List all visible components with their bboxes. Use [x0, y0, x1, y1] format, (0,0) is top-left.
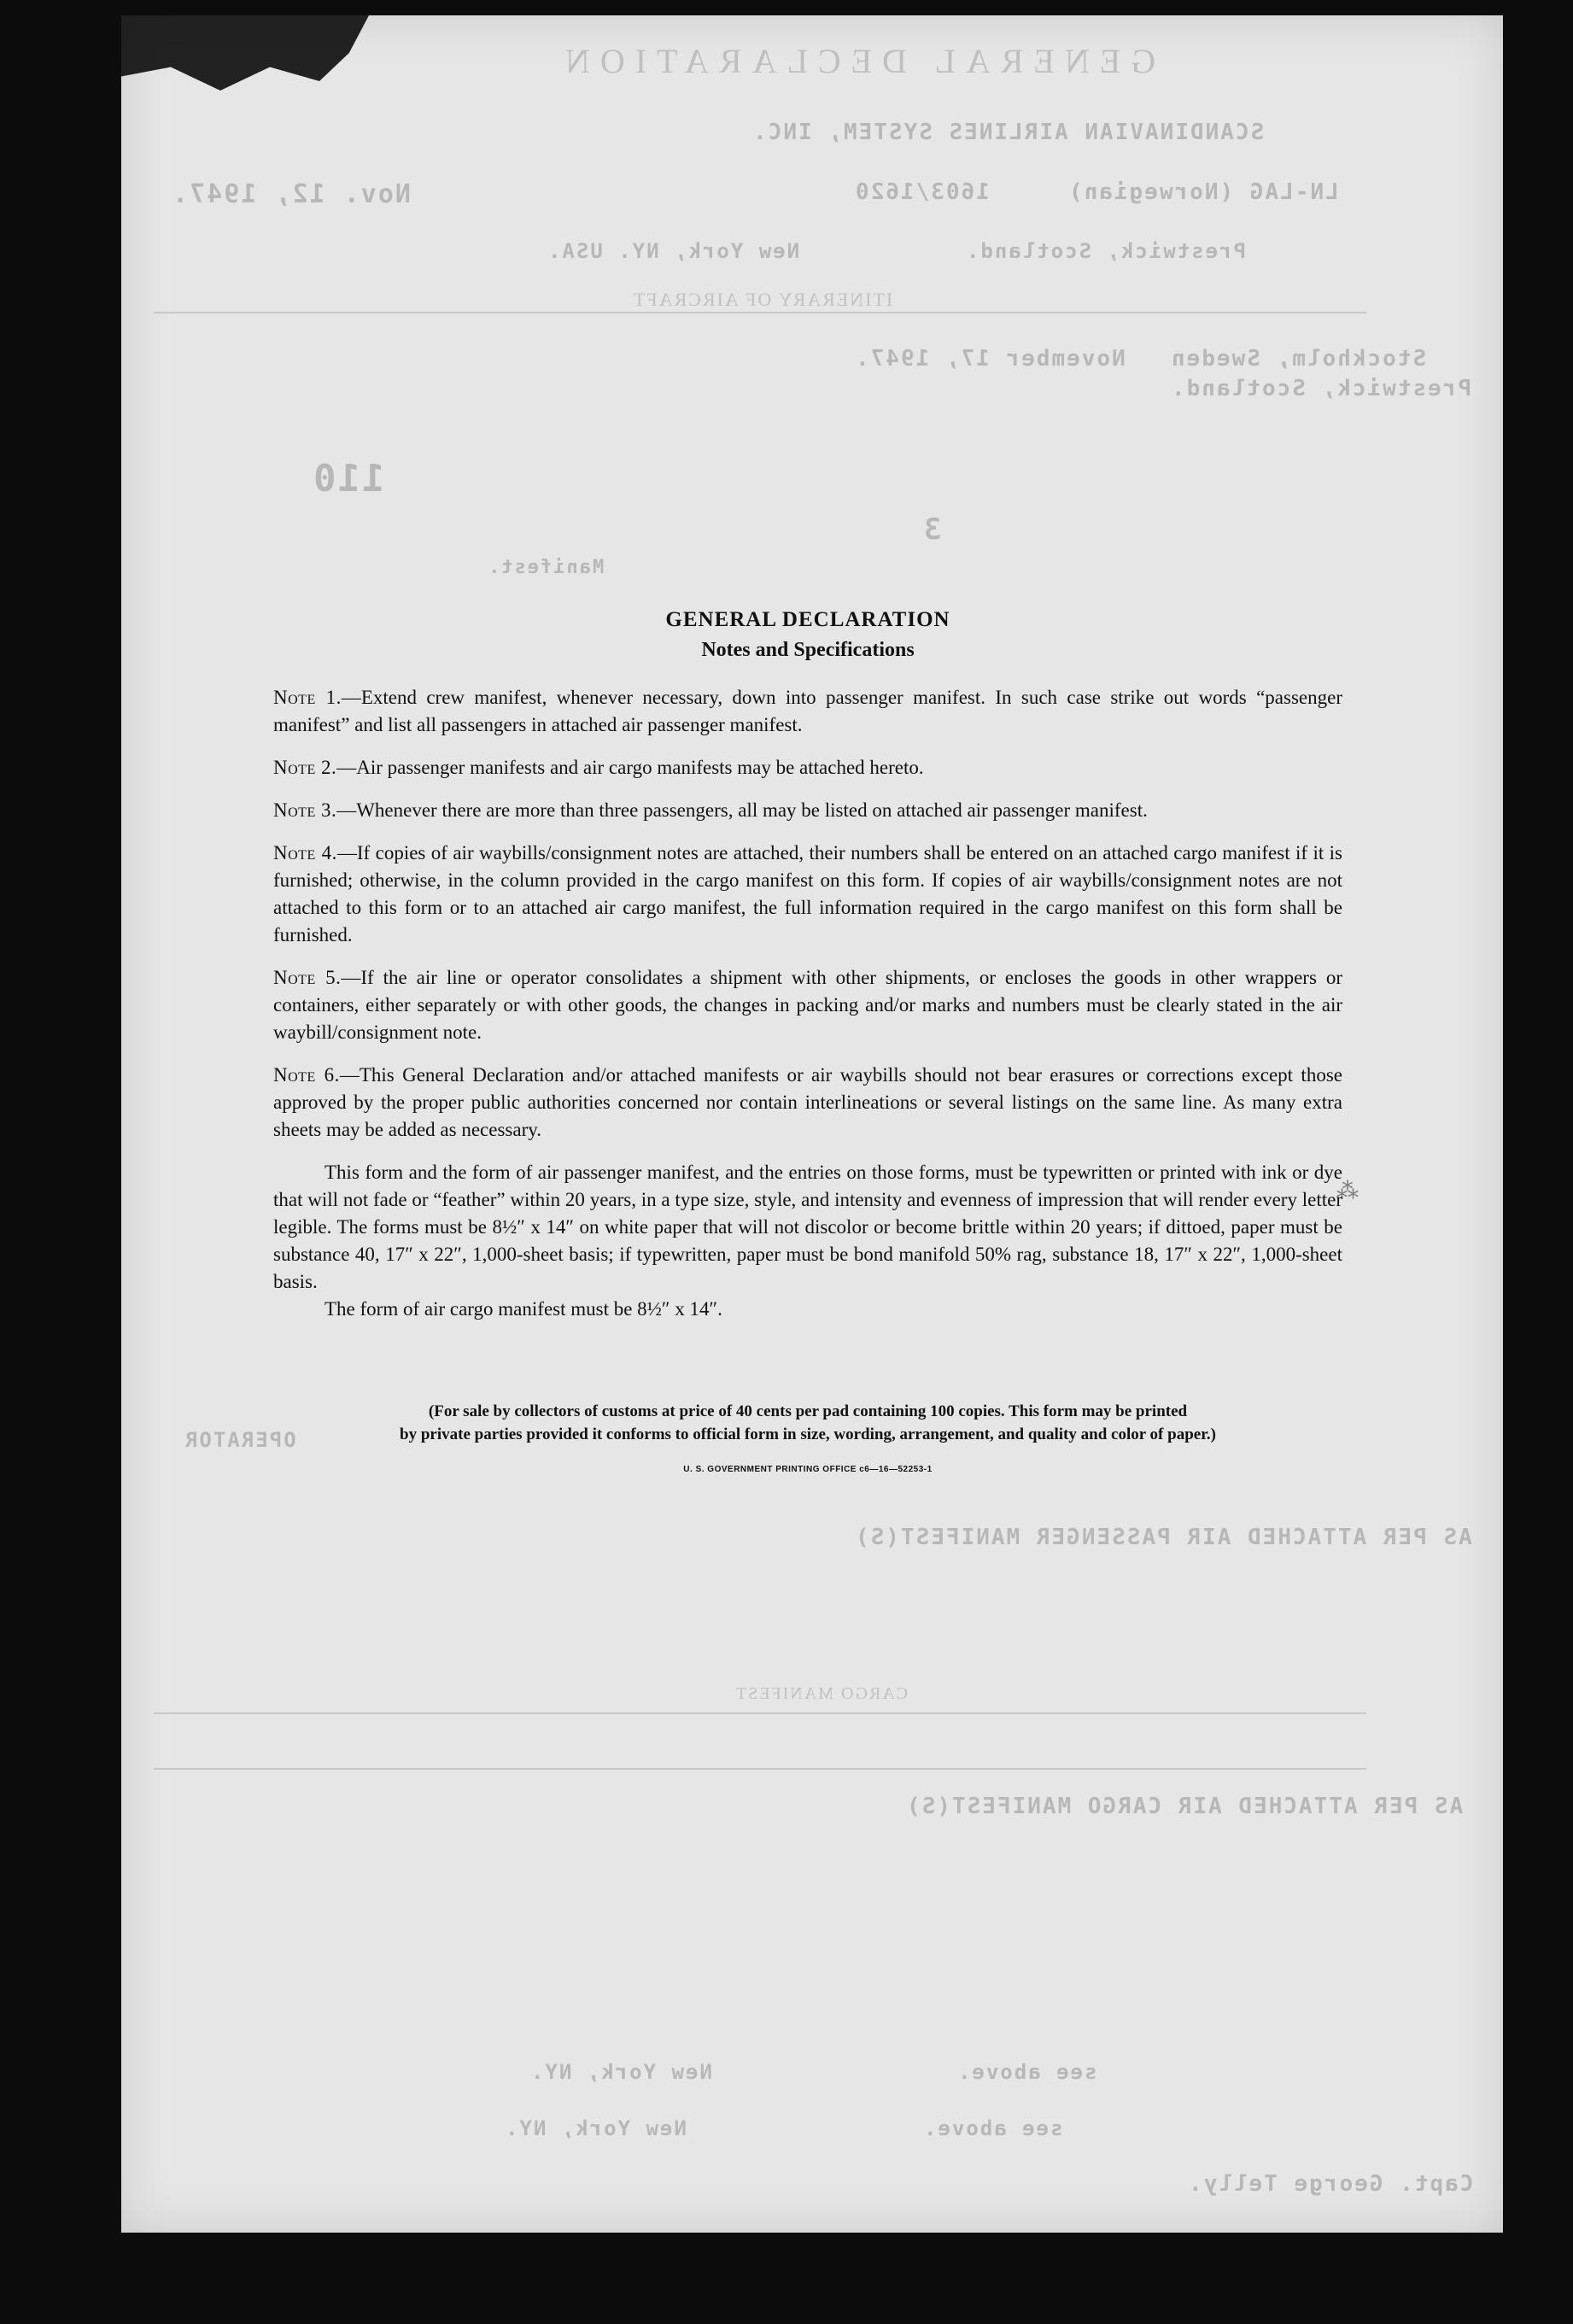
- bleed-departure: November 17, 1947.: [854, 346, 1126, 372]
- form-specification-text: This form and the form of air passenger manifest, and the entries on those forms, must be typewritten or printed with ink or dye that will not fade or “feather” within 20 years, in a type size, style, and intensity and evenness of impression that will render every letter legible. The forms must be 8½″ x 14″ on white paper that will not discolor or become brittle within 20 years; if dittoed, paper must be substance 40, 17″ x 22″, 1,000-sheet basis; if typewritten, paper must be bond manifold 50% rag, substance 18, 17″ x 22″, 1,000-sheet basis.: [273, 1162, 1342, 1292]
- bleed-flight: 1603/1620: [854, 179, 990, 205]
- bleed-rule-2: [154, 1712, 1366, 1714]
- note-label: Note 2.: [273, 757, 337, 778]
- note-text: —Extend crew manifest, whenever necessary, down into passenger manifest. In such case strike out words “passenger manifest” and list all passengers in attached air passenger manifest.: [273, 687, 1342, 735]
- bleed-header: GENERAL DECLARATION: [555, 42, 1156, 80]
- form-specification-paragraph: [273, 1159, 1342, 1323]
- bleed-destined-2: New York, NY.: [504, 2116, 687, 2140]
- page-subtitle: Notes and Specifications: [701, 639, 915, 661]
- bleed-embarked: see above.: [956, 2060, 1097, 2084]
- bleed-stop1: Stockholm, Sweden: [1170, 346, 1427, 372]
- note-text: —Air passenger manifests and air cargo manifests may be attached hereto.: [336, 757, 924, 778]
- note-5: [273, 964, 1342, 1046]
- note-text: —This General Declaration and/or attached manifests or air waybills should not bear erasures or corrections except those approved by the proper public authorities concerned nor contain interlineations or several listings on the same line. As many extra sheets may be added as necessary.: [273, 1064, 1342, 1140]
- note-6: [273, 1062, 1342, 1144]
- note-label: Note 5.: [273, 967, 342, 988]
- note-2: [273, 754, 1342, 781]
- bleed-destined: New York, NY.: [529, 2060, 712, 2084]
- printer-imprint: U. S. GOVERNMENT PRINTING OFFICE c6—16—52253-1: [683, 1465, 933, 1474]
- bleed-cargo-manifest: AS PER ATTACHED AIR CARGO MANIFEST(S): [905, 1794, 1464, 1819]
- bleed-operator: OPERATOR: [184, 1428, 296, 1452]
- stray-mark: ⁂: [1336, 1179, 1359, 1203]
- sale-notice-line-2: by private parties provided it conforms to official form in size, wording, arrangement, and quality and color of paper.): [400, 1425, 1216, 1443]
- bleed-laden: see above.: [922, 2116, 1063, 2140]
- bleed-date: Nov. 12, 1947.: [171, 179, 411, 209]
- bleed-itinerary: ITINERARY OF AIRCRAFT: [632, 289, 893, 310]
- note-label: Note 6.: [273, 1064, 340, 1086]
- bleed-captain: Capt. George Telly.: [1187, 2171, 1474, 2197]
- note-text: —Whenever there are more than three passengers, all may be listed on attached air passenger manifest.: [336, 799, 1148, 821]
- bleed-destination: New York, NY. USA.: [547, 239, 800, 263]
- bleed-pax-manifest: AS PER ATTACHED AIR PASSENGER MANIFEST(S): [854, 1525, 1472, 1550]
- bleed-code: 110: [312, 457, 385, 501]
- bleed-attached: Manifest.: [487, 557, 605, 578]
- note-text: —If copies of air waybills/consignment notes are attached, their numbers shall be entered on an attached cargo manifest if it is furnished; otherwise, in the column provided in the cargo manifest on this form. If copies of air waybills/consignment notes are not attached to this form or to an attached air cargo manifest, the full information required in the cargo manifest on this form shall be furnished.: [273, 842, 1342, 945]
- note-label: Note 4.: [273, 842, 337, 863]
- bleed-cargo-heading: CARGO MANIFEST: [734, 1684, 909, 1703]
- bleed-aircraft: LN-LAG (Norwegian): [1067, 179, 1339, 205]
- cargo-manifest-size-line: The form of air cargo manifest must be 8½″ x 14″.: [325, 1298, 722, 1320]
- note-label: Note 3.: [273, 799, 337, 821]
- bleed-passenger-count: 3: [922, 512, 942, 547]
- page-title: GENERAL DECLARATION: [665, 608, 950, 631]
- note-text: —If the air line or operator consolidates a shipment with other shipments, or encloses the goods in other wrappers or containers, either separately or with other goods, the changes in packing and/or marks and numbers must be clearly stated in the air waybill/consignment note.: [273, 967, 1342, 1043]
- bleed-stop2: Prestwick, Scotland.: [1170, 376, 1472, 401]
- bleed-clearance: Prestwick, Scotland.: [965, 239, 1246, 263]
- note-3: [273, 797, 1342, 824]
- note-label: Note 1.: [273, 687, 342, 708]
- notes-panel: [273, 608, 1342, 1474]
- sale-notice-line-1: (For sale by collectors of customs at price of 40 cents per pad containing 100 copies. This form may be printed: [428, 1402, 1188, 1420]
- sale-notice: [273, 1400, 1342, 1446]
- bleed-airline: SCANDINAVIAN AIRLINES SYSTEM, INC.: [751, 120, 1265, 145]
- bleed-rule: [154, 312, 1366, 313]
- note-1: [273, 684, 1342, 739]
- bleed-rule-3: [154, 1768, 1366, 1770]
- note-4: [273, 840, 1342, 949]
